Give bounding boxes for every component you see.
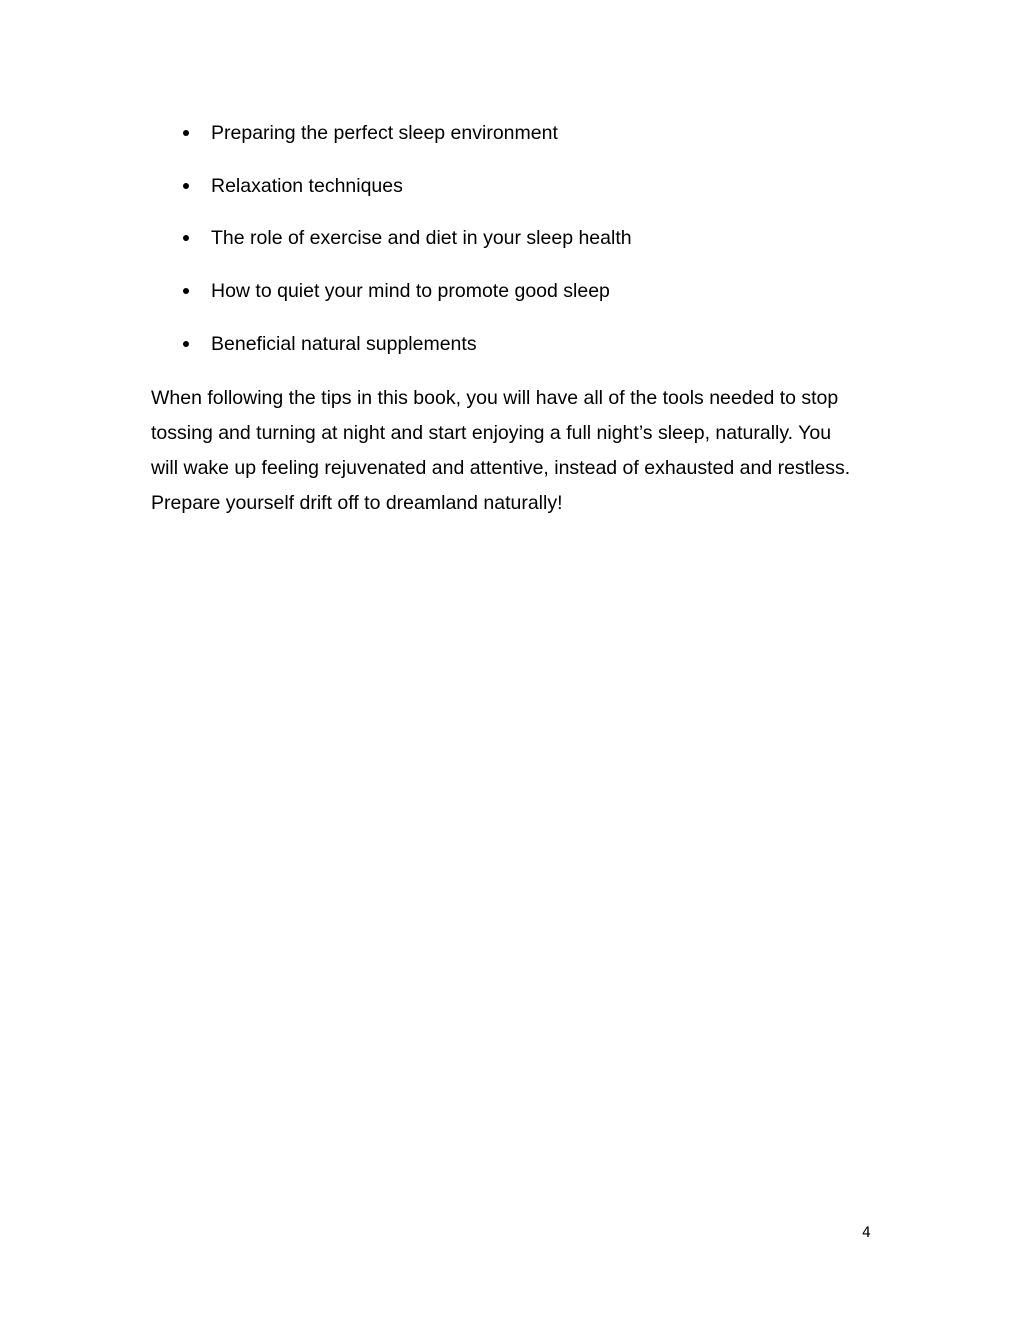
bullet-point-icon bbox=[183, 130, 189, 136]
paragraph-line: tossing and turning at night and start enjoying a full night’s sleep, naturally. You bbox=[151, 422, 832, 444]
paragraph-line: Prepare yourself drift off to dreamland naturally! bbox=[151, 492, 563, 514]
list-item-text: The role of exercise and diet in your sleep health bbox=[211, 227, 632, 250]
bullet-point-icon bbox=[183, 288, 189, 294]
list-item-text: How to quiet your mind to promote good sleep bbox=[211, 280, 610, 303]
paragraph-line: will wake up feeling rejuvenated and attentive, instead of exhausted and restless. bbox=[151, 457, 851, 479]
list-item-text: Relaxation techniques bbox=[211, 174, 403, 197]
bullet-point-icon bbox=[183, 341, 189, 347]
paragraph-line: When following the tips in this book, you will have all of the tools needed to stop bbox=[151, 387, 839, 409]
page-number: 4 bbox=[862, 1225, 871, 1241]
list-item-text: Beneficial natural supplements bbox=[211, 332, 477, 355]
body-paragraph bbox=[151, 381, 891, 521]
bullet-point-icon bbox=[183, 183, 189, 189]
list-item-text: Preparing the perfect sleep environment bbox=[211, 122, 558, 144]
bullet-point-icon bbox=[183, 235, 189, 241]
